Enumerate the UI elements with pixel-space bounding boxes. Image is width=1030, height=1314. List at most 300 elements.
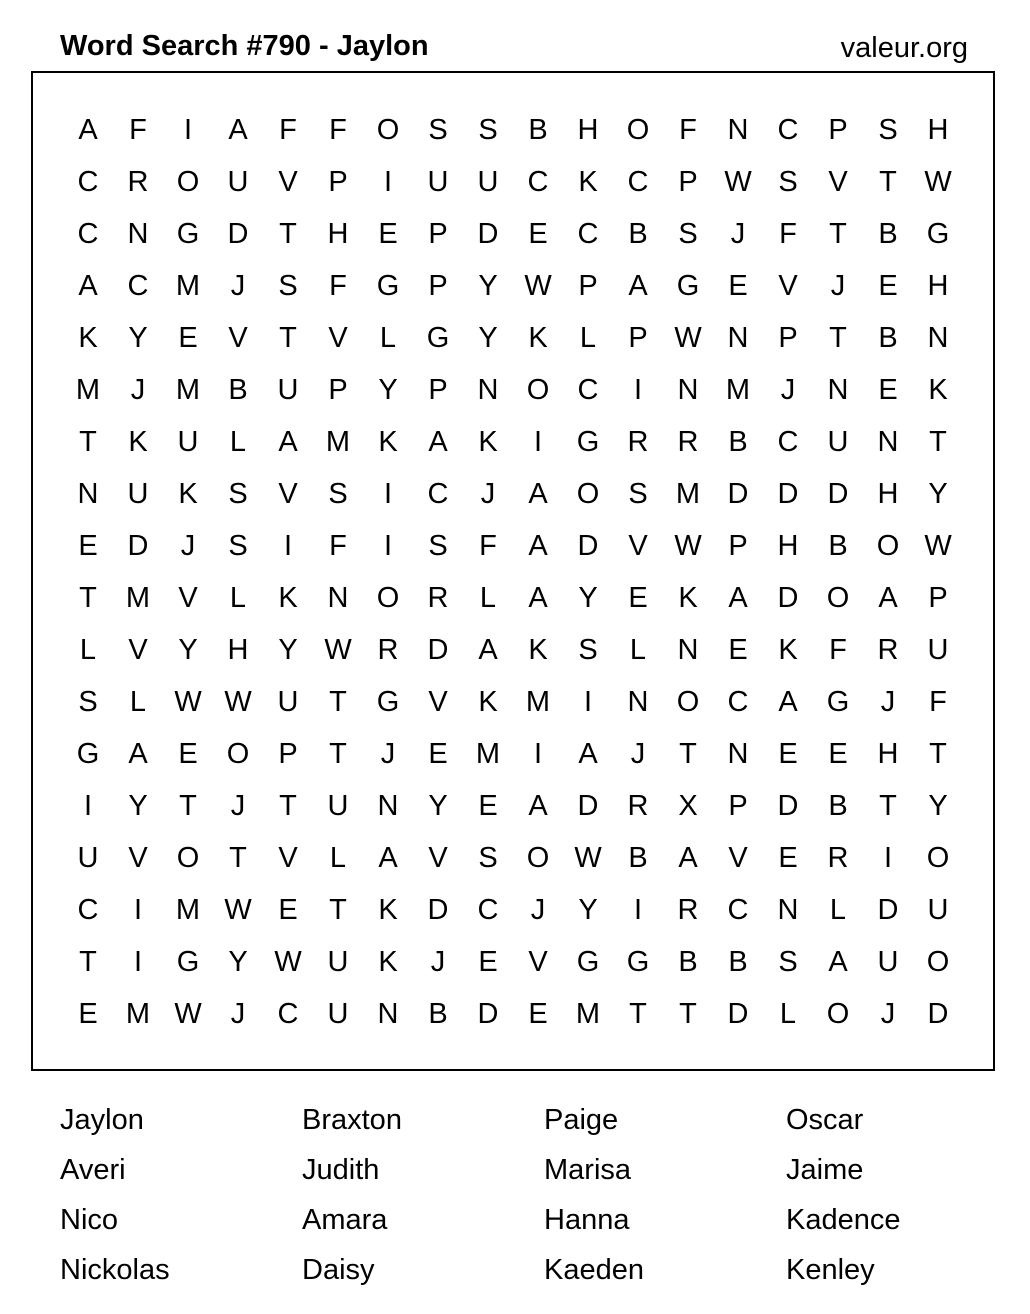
- grid-letter: J: [780, 373, 796, 406]
- grid-letter: T: [229, 841, 247, 874]
- word-list-item: Jaylon: [60, 1104, 144, 1136]
- grid-letter: F: [329, 529, 347, 562]
- grid-letter: S: [628, 477, 648, 510]
- grid-letter: K: [378, 425, 398, 458]
- grid-letter: U: [277, 373, 299, 406]
- grid-letter: A: [578, 737, 598, 770]
- grid-letter: C: [527, 165, 549, 198]
- grid-letter: T: [79, 425, 97, 458]
- grid-letter: W: [574, 841, 602, 874]
- grid-letter: M: [175, 373, 201, 406]
- grid-letter: H: [327, 217, 349, 250]
- grid-letter: E: [278, 893, 298, 926]
- grid-letter: B: [628, 217, 648, 250]
- word-list-item: Marisa: [544, 1154, 632, 1186]
- grid-letter: N: [827, 373, 849, 406]
- grid-letter: V: [278, 841, 298, 874]
- grid-letter: D: [777, 477, 799, 510]
- grid-letter: M: [525, 685, 551, 718]
- grid-letter: T: [829, 217, 847, 250]
- grid-letter: C: [577, 373, 599, 406]
- grid-letter: A: [628, 269, 648, 302]
- grid-letter: B: [528, 113, 548, 146]
- grid-letter: T: [79, 945, 97, 978]
- grid-letter: O: [176, 165, 200, 198]
- word-list-item: Nickolas: [60, 1254, 170, 1286]
- grid-letter: L: [229, 425, 247, 458]
- word-list-item: Judith: [302, 1154, 380, 1186]
- grid-letter: P: [928, 581, 948, 614]
- grid-letter: L: [329, 841, 347, 874]
- grid-letter: A: [278, 425, 298, 458]
- grid-letter: C: [77, 165, 99, 198]
- grid-letter: M: [725, 373, 751, 406]
- grid-letter: Y: [128, 789, 148, 822]
- grid-letter: C: [427, 477, 449, 510]
- grid-letter: J: [730, 217, 746, 250]
- grid-letter: F: [929, 685, 947, 718]
- grid-letter: B: [878, 321, 898, 354]
- grid-letter: G: [626, 945, 650, 978]
- grid-letter: N: [327, 581, 349, 614]
- grid-letter: K: [278, 581, 298, 614]
- grid-letter: T: [329, 737, 347, 770]
- grid-letter: S: [278, 269, 298, 302]
- grid-letter: U: [827, 425, 849, 458]
- grid-letter: H: [877, 477, 899, 510]
- grid-letter: O: [826, 997, 850, 1030]
- grid-letter: T: [679, 737, 697, 770]
- grid-letter: T: [929, 425, 947, 458]
- grid-letter: D: [477, 217, 499, 250]
- grid-letter: N: [727, 737, 749, 770]
- grid-letter: I: [383, 477, 393, 510]
- grid-letter: S: [228, 529, 248, 562]
- grid-letter: V: [778, 269, 798, 302]
- grid-letter: J: [230, 789, 246, 822]
- grid-letter: L: [79, 633, 97, 666]
- grid-letter: E: [78, 529, 98, 562]
- grid-letter: V: [828, 165, 848, 198]
- word-list-item: Kadence: [786, 1204, 901, 1236]
- grid-letter: M: [175, 269, 201, 302]
- grid-letter: I: [583, 685, 593, 718]
- grid-letter: R: [877, 633, 899, 666]
- grid-letter: T: [279, 321, 297, 354]
- grid-letter: Y: [928, 477, 948, 510]
- grid-letter: E: [628, 581, 648, 614]
- grid-letter: N: [477, 373, 499, 406]
- grid-letter: V: [328, 321, 348, 354]
- grid-letter: S: [878, 113, 898, 146]
- grid-letter: M: [475, 737, 501, 770]
- grid-letter: T: [829, 321, 847, 354]
- grid-letter: J: [530, 893, 546, 926]
- grid-letter: E: [178, 737, 198, 770]
- grid-letter: H: [927, 269, 949, 302]
- grid-letter: Y: [428, 789, 448, 822]
- grid-letter: E: [528, 997, 548, 1030]
- grid-letter: C: [577, 217, 599, 250]
- word-list-item: Daisy: [302, 1254, 375, 1286]
- grid-letter: O: [576, 477, 600, 510]
- grid-letter: R: [427, 581, 449, 614]
- grid-letter: J: [630, 737, 646, 770]
- grid-letter: O: [226, 737, 250, 770]
- grid-letter: B: [428, 997, 448, 1030]
- grid-letter: V: [428, 685, 448, 718]
- grid-letter: Y: [178, 633, 198, 666]
- grid-letter: I: [183, 113, 193, 146]
- grid-letter: V: [628, 529, 648, 562]
- grid-letter: O: [876, 529, 900, 562]
- grid-letter: R: [627, 425, 649, 458]
- grid-letter: I: [883, 841, 893, 874]
- grid-letter: U: [77, 841, 99, 874]
- grid-letter: D: [827, 477, 849, 510]
- grid-letter: A: [728, 581, 748, 614]
- grid-letter: K: [778, 633, 798, 666]
- grid-letter: A: [78, 269, 98, 302]
- grid-letter: N: [677, 633, 699, 666]
- grid-letter: F: [479, 529, 497, 562]
- grid-letter: I: [633, 893, 643, 926]
- grid-letter: V: [528, 945, 548, 978]
- grid-letter: C: [277, 997, 299, 1030]
- grid-letter: L: [379, 321, 397, 354]
- grid-letter: A: [528, 581, 548, 614]
- grid-letter: O: [626, 113, 650, 146]
- grid-letter: D: [477, 997, 499, 1030]
- grid-letter: I: [133, 945, 143, 978]
- grid-letter: J: [480, 477, 496, 510]
- grid-letter: K: [928, 373, 948, 406]
- grid-letter: A: [228, 113, 248, 146]
- grid-letter: E: [728, 633, 748, 666]
- grid-letter: B: [228, 373, 248, 406]
- grid-letter: B: [728, 945, 748, 978]
- grid-letter: W: [924, 529, 952, 562]
- grid-letter: B: [678, 945, 698, 978]
- word-list: [60, 1095, 1028, 1295]
- grid-letter: D: [777, 789, 799, 822]
- grid-letter: Y: [478, 321, 498, 354]
- grid-letter: O: [926, 841, 950, 874]
- grid-letter: N: [377, 789, 399, 822]
- grid-letter: U: [427, 165, 449, 198]
- grid-letter: E: [778, 841, 798, 874]
- grid-letter: X: [678, 789, 698, 822]
- grid-letter: S: [428, 113, 448, 146]
- grid-letter: H: [877, 737, 899, 770]
- grid-letter: U: [127, 477, 149, 510]
- grid-letter: S: [478, 113, 498, 146]
- grid-letter: F: [329, 113, 347, 146]
- grid-letter: T: [79, 581, 97, 614]
- grid-letter: E: [428, 737, 448, 770]
- grid-letter: R: [827, 841, 849, 874]
- grid-letter: J: [230, 269, 246, 302]
- grid-letter: T: [679, 997, 697, 1030]
- grid-letter: V: [428, 841, 448, 874]
- grid-letter: P: [328, 165, 348, 198]
- grid-letter: I: [383, 529, 393, 562]
- grid-letter: U: [227, 165, 249, 198]
- grid-letter: C: [727, 685, 749, 718]
- grid-letter: G: [926, 217, 950, 250]
- word-list-item: Hanna: [544, 1204, 630, 1236]
- grid-letter: P: [778, 321, 798, 354]
- grid-letter: K: [478, 425, 498, 458]
- grid-letter: N: [677, 373, 699, 406]
- grid-letter: C: [127, 269, 149, 302]
- word-list-item: Kaeden: [544, 1254, 644, 1286]
- grid-letter: B: [878, 217, 898, 250]
- grid-letter: W: [524, 269, 552, 302]
- grid-letter: L: [479, 581, 497, 614]
- grid-letter: U: [277, 685, 299, 718]
- grid-letter: R: [377, 633, 399, 666]
- grid-letter: E: [528, 217, 548, 250]
- grid-letter: T: [279, 789, 297, 822]
- grid-letter: K: [378, 893, 398, 926]
- grid-letter: P: [278, 737, 298, 770]
- grid-letter: K: [128, 425, 148, 458]
- grid-letter: L: [829, 893, 847, 926]
- grid-letter: E: [478, 945, 498, 978]
- grid-letter: I: [533, 737, 543, 770]
- grid-letter: A: [478, 633, 498, 666]
- grid-letter: P: [428, 373, 448, 406]
- word-list-item: Oscar: [786, 1104, 864, 1136]
- word-list-item: Jaime: [786, 1154, 864, 1186]
- grid-letter: A: [528, 529, 548, 562]
- grid-letter: F: [329, 269, 347, 302]
- grid-letter: R: [677, 425, 699, 458]
- grid-letter: T: [879, 165, 897, 198]
- grid-letter: D: [727, 477, 749, 510]
- grid-letter: T: [329, 685, 347, 718]
- grid-letter: T: [279, 217, 297, 250]
- grid-letter: V: [178, 581, 198, 614]
- grid-letter: S: [228, 477, 248, 510]
- grid-letter: R: [677, 893, 699, 926]
- grid-letter: S: [78, 685, 98, 718]
- grid-letter: S: [678, 217, 698, 250]
- grid-letter: J: [380, 737, 396, 770]
- grid-letter: H: [577, 113, 599, 146]
- grid-letter: B: [828, 789, 848, 822]
- grid-letter: T: [179, 789, 197, 822]
- grid-letter: K: [578, 165, 598, 198]
- grid-letter: F: [679, 113, 697, 146]
- grid-letter: I: [133, 893, 143, 926]
- grid-letter: N: [727, 113, 749, 146]
- grid-letter: P: [678, 165, 698, 198]
- grid-letter: A: [678, 841, 698, 874]
- grid-letter: W: [174, 685, 202, 718]
- grid-letter: P: [628, 321, 648, 354]
- grid-letter: G: [576, 425, 600, 458]
- grid-letter: K: [178, 477, 198, 510]
- grid-letter: L: [129, 685, 147, 718]
- grid-letter: W: [274, 945, 302, 978]
- grid-letter: U: [927, 633, 949, 666]
- grid-letter: A: [528, 477, 548, 510]
- grid-letter: E: [878, 269, 898, 302]
- grid-letter: G: [176, 945, 200, 978]
- grid-letter: S: [428, 529, 448, 562]
- grid-letter: G: [376, 685, 400, 718]
- grid-letter: D: [927, 997, 949, 1030]
- grid-letter: U: [477, 165, 499, 198]
- grid-letter: P: [328, 373, 348, 406]
- grid-letter: W: [324, 633, 352, 666]
- grid-letter: V: [128, 841, 148, 874]
- grid-letter: Y: [578, 893, 598, 926]
- grid-letter: L: [229, 581, 247, 614]
- grid-letter: J: [880, 685, 896, 718]
- grid-letter: G: [826, 685, 850, 718]
- grid-letter: W: [674, 321, 702, 354]
- grid-letter: F: [129, 113, 147, 146]
- grid-letter: G: [426, 321, 450, 354]
- grid-letter: H: [927, 113, 949, 146]
- grid-letter: B: [728, 425, 748, 458]
- grid-letter: D: [127, 529, 149, 562]
- grid-letter: I: [383, 165, 393, 198]
- grid-letter: S: [778, 165, 798, 198]
- grid-letter: K: [528, 633, 548, 666]
- grid-letter: A: [128, 737, 148, 770]
- grid-letter: H: [227, 633, 249, 666]
- grid-letter: J: [430, 945, 446, 978]
- word-list-item: Amara: [302, 1204, 388, 1236]
- grid-letter: V: [128, 633, 148, 666]
- grid-letter: E: [728, 269, 748, 302]
- grid-letter: E: [378, 217, 398, 250]
- page-title: Word Search #790 - Jaylon: [60, 30, 429, 62]
- grid-letter: W: [924, 165, 952, 198]
- grid-letter: W: [674, 529, 702, 562]
- grid-letter: R: [627, 789, 649, 822]
- grid-letter: W: [724, 165, 752, 198]
- grid-letter: N: [377, 997, 399, 1030]
- grid-letter: G: [76, 737, 100, 770]
- grid-letter: F: [279, 113, 297, 146]
- grid-letter: K: [478, 685, 498, 718]
- grid-letter: C: [777, 425, 799, 458]
- grid-letter: M: [325, 425, 351, 458]
- grid-letter: A: [78, 113, 98, 146]
- grid-letter: S: [578, 633, 598, 666]
- grid-letter: K: [528, 321, 548, 354]
- grid-letter: W: [224, 893, 252, 926]
- grid-letter: M: [575, 997, 601, 1030]
- grid-letter: E: [78, 997, 98, 1030]
- grid-letter: I: [83, 789, 93, 822]
- grid-letter: O: [376, 581, 400, 614]
- grid-letter: T: [879, 789, 897, 822]
- grid-letter: J: [830, 269, 846, 302]
- grid-letter: D: [877, 893, 899, 926]
- word-list-item: Braxton: [302, 1104, 402, 1136]
- grid-letter: V: [728, 841, 748, 874]
- grid-letter: D: [427, 893, 449, 926]
- grid-letter: F: [829, 633, 847, 666]
- grid-letter: L: [579, 321, 597, 354]
- grid-letter: U: [927, 893, 949, 926]
- grid-letter: G: [576, 945, 600, 978]
- grid-letter: N: [927, 321, 949, 354]
- grid-letter: V: [278, 165, 298, 198]
- grid-letter: C: [77, 217, 99, 250]
- grid-letter: U: [327, 789, 349, 822]
- grid-letter: D: [777, 581, 799, 614]
- grid-letter: T: [629, 997, 647, 1030]
- grid-letter: L: [779, 997, 797, 1030]
- grid-letter: J: [230, 997, 246, 1030]
- grid-letter: A: [828, 945, 848, 978]
- grid-letter: U: [877, 945, 899, 978]
- site-name: valeur.org: [840, 32, 968, 64]
- grid-letter: P: [828, 113, 848, 146]
- grid-letter: F: [779, 217, 797, 250]
- grid-letter: B: [628, 841, 648, 874]
- grid-letter: P: [578, 269, 598, 302]
- grid-letter: P: [428, 217, 448, 250]
- grid-letter: N: [777, 893, 799, 926]
- grid-letter: Y: [378, 373, 398, 406]
- grid-letter: C: [477, 893, 499, 926]
- grid-letter: N: [727, 321, 749, 354]
- grid-letter: K: [78, 321, 98, 354]
- grid-letter: T: [929, 737, 947, 770]
- grid-letter: Y: [578, 581, 598, 614]
- grid-letter: M: [175, 893, 201, 926]
- grid-letter: J: [130, 373, 146, 406]
- grid-letter: S: [778, 945, 798, 978]
- grid-letter: H: [777, 529, 799, 562]
- word-list-item: Paige: [544, 1104, 619, 1136]
- grid-letter: U: [177, 425, 199, 458]
- grid-letter: K: [378, 945, 398, 978]
- letter-grid: [63, 104, 963, 1040]
- grid-letter: Y: [278, 633, 298, 666]
- grid-letter: O: [176, 841, 200, 874]
- grid-letter: E: [828, 737, 848, 770]
- grid-letter: A: [778, 685, 798, 718]
- grid-letter: I: [533, 425, 543, 458]
- grid-letter: G: [376, 269, 400, 302]
- grid-letter: W: [224, 685, 252, 718]
- grid-letter: J: [180, 529, 196, 562]
- grid-letter: S: [478, 841, 498, 874]
- grid-letter: E: [478, 789, 498, 822]
- grid-letter: I: [633, 373, 643, 406]
- grid-letter: U: [327, 997, 349, 1030]
- grid-letter: Y: [928, 789, 948, 822]
- grid-letter: A: [428, 425, 448, 458]
- grid-letter: G: [176, 217, 200, 250]
- grid-letter: C: [627, 165, 649, 198]
- grid-letter: O: [826, 581, 850, 614]
- grid-letter: O: [676, 685, 700, 718]
- grid-letter: O: [526, 841, 550, 874]
- grid-letter: R: [127, 165, 149, 198]
- grid-letter: D: [577, 789, 599, 822]
- word-list-item: Nico: [60, 1204, 119, 1236]
